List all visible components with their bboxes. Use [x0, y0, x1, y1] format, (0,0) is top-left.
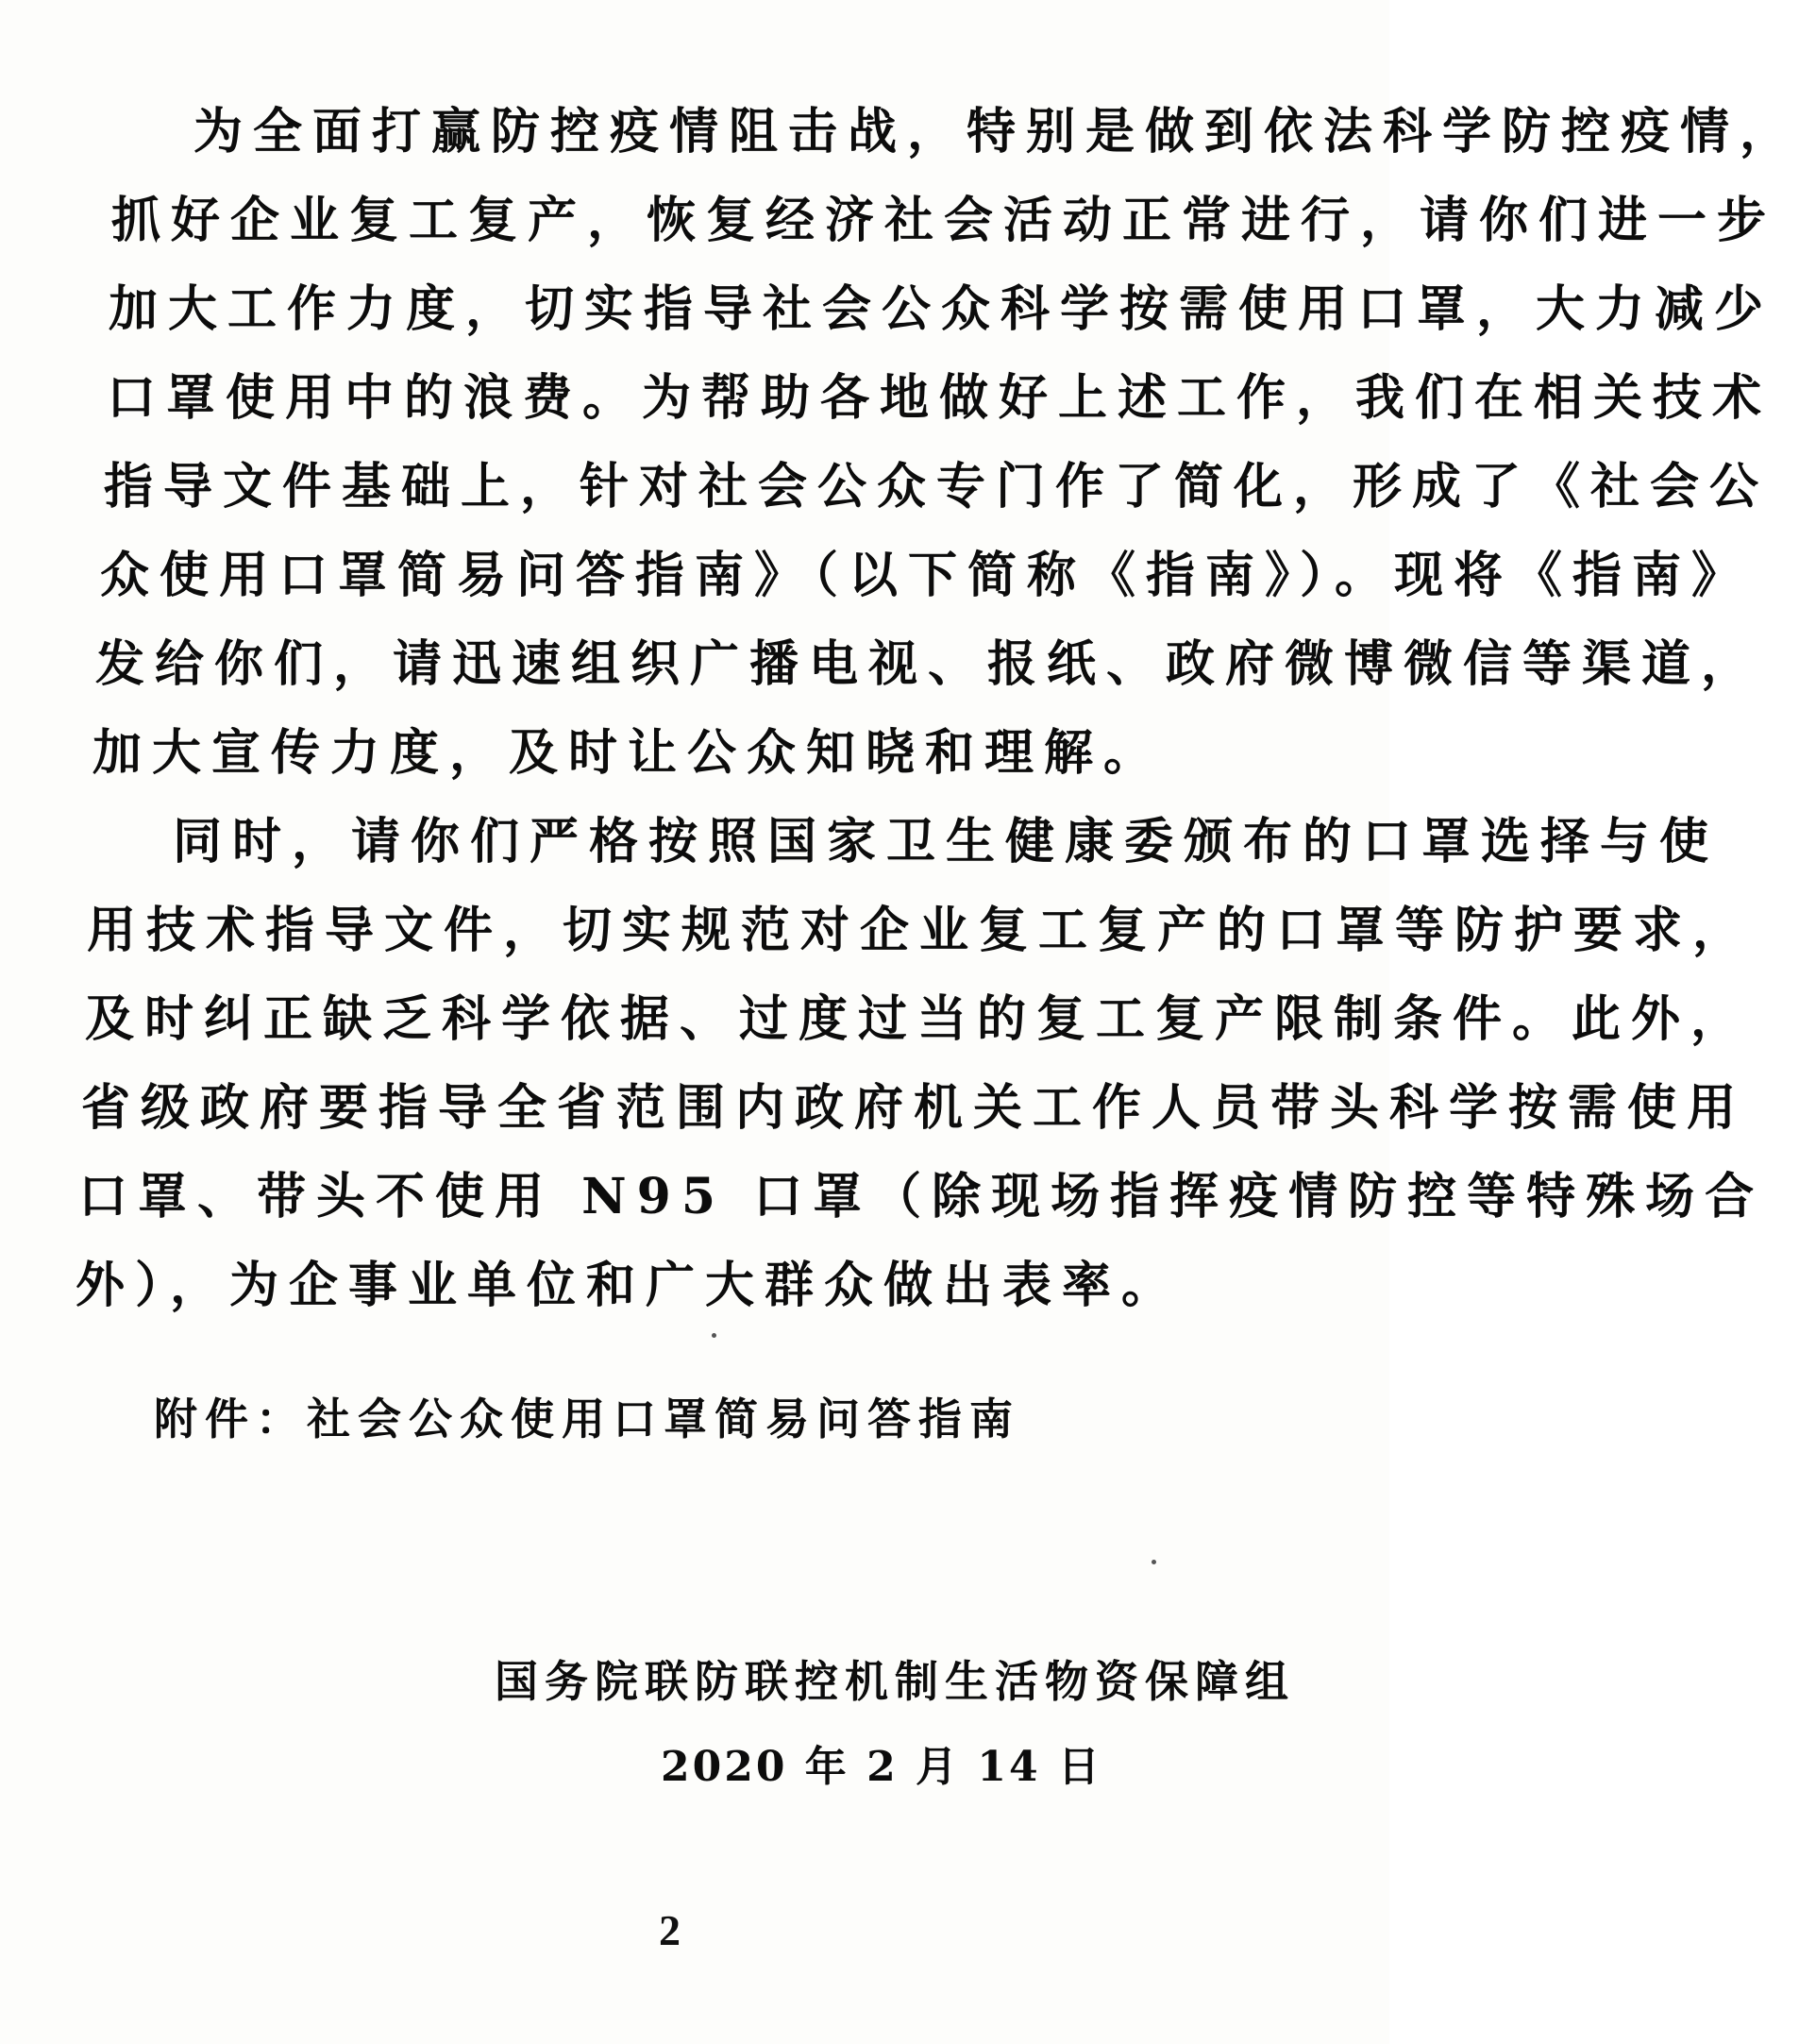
scan-speck — [712, 1333, 716, 1338]
paragraph-line: 同时，请你们严格按照国家卫生健康委颁布的口罩选择与使 — [173, 813, 1720, 870]
scan-speck — [1152, 1560, 1156, 1564]
issuer-signature: 国务院联防联控机制生活物资保障组 — [495, 1656, 1295, 1707]
paragraph-line: 加大工作力度，切实指导社会公众科学按需使用口罩，大力减少 — [109, 280, 1774, 338]
paragraph-line: 口罩、带头不使用 N95 口罩（除现场指挥疫情防控等特殊场合 — [78, 1168, 1765, 1225]
paragraph-line: 抓好企业复工复产，恢复经济社会活动正常进行，请你们进一步 — [111, 192, 1777, 249]
paragraph-line: 外），为企事业单位和广大群众做出表率。 — [76, 1257, 1182, 1314]
paragraph-line: 为全面打赢防控疫情阻击战，特别是做到依法科学防控疫情， — [193, 103, 1799, 160]
paragraph-line: 指导文件基础上，针对社会公众专门作了简化，形成了《社会公 — [104, 458, 1770, 515]
paragraph-line: 加大宣传力度，及时让公众知晓和理解。 — [92, 724, 1164, 782]
paragraph-line: 众使用口罩简易问答指南》（以下简称《指南》）。现将《指南》 — [100, 547, 1752, 604]
paragraph-line: 及时纠正缺乏科学依据、过度过当的复工复产限制条件。此外， — [85, 990, 1751, 1048]
page-number: 2 — [659, 1906, 681, 1954]
issue-date: 2020 年 2 月 14 日 — [661, 1743, 1102, 1791]
attachment-line: 附件：社会公众使用口罩简易问答指南 — [154, 1394, 1020, 1444]
paragraph-line: 省级政府要指导全省范围内政府机关工作人员带头科学按需使用 — [81, 1079, 1747, 1137]
paragraph-line: 发给你们，请迅速组织广播电视、报纸、政府微博微信等渠道， — [95, 635, 1761, 693]
paragraph-line: 口罩使用中的浪费。为帮助各地做好上述工作，我们在相关技术 — [107, 369, 1773, 427]
paragraph-line: 用技术指导文件，切实规范对企业复工复产的口罩等防护要求， — [87, 902, 1753, 959]
